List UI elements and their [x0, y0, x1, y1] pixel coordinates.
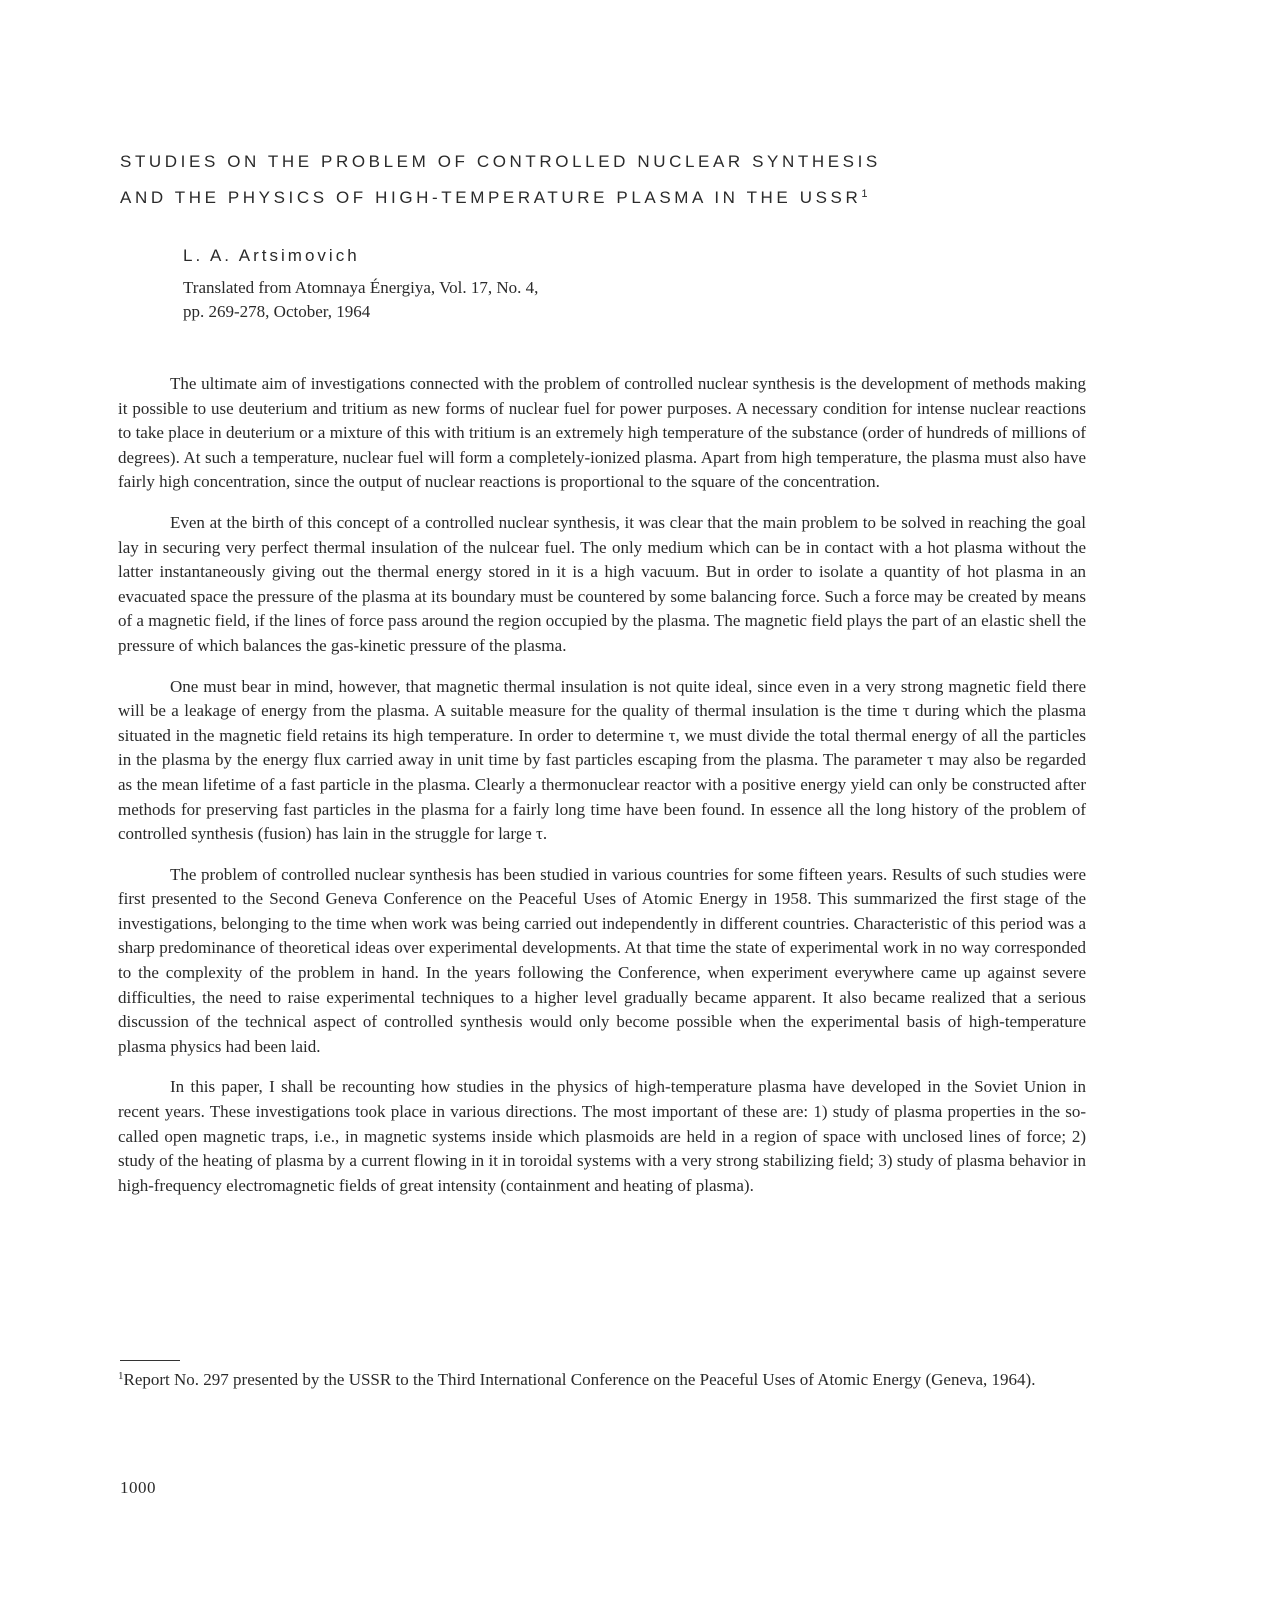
paragraph: The problem of controlled nuclear synthesis has been studied in various countries for some fifteen years. Results of such studies were first presented to the Second Geneva Conference on the Peaceful Uses of Atomic Energy in 1958. This summarized the first stage of the investigations, belonging to the time when work was being carried out independently in different countries. Characteristic of this period was a sharp predominance of theoretical ideas over experimental developments. At that time the state of experimental work in no way corresponded to the complexity of the problem in hand. In the years following the Conference, when experiment everywhere came up against severe difficulties, the need to raise experimental techniques to a higher level gradually became apparent. It also became realized that a serious discussion of the technical aspect of controlled synthesis would only become possible when the experimental basis of high-temperature plasma physics had been laid.: [118, 864, 1086, 1056]
translation-line-2: pp. 269-278, October, 1964: [183, 302, 371, 321]
paragraph: The ultimate aim of investigations connected with the problem of controlled nuclear synthesis is the development of methods making it possible to use deuterium and tritium as new forms of nuclear fuel for power purposes. A necessary condition for intense nuclear reactions to take place in deuterium or a mixture of this with tritium is an extremely high temperature of the substance (order of hundreds of millions of degrees). At such a temperature, nuclear fuel will form a completely-ionized plasma. Apart from high temperature, the plasma must also have fairly high concentration, since the output of nuclear reactions is proportional to the square of the concentration.: [118, 374, 1086, 492]
footnote: [118, 1364, 1078, 1393]
footnote-divider: [120, 1360, 180, 1361]
footnote-mark: 1: [118, 1370, 124, 1382]
article-body: [118, 372, 1086, 1214]
title-line-1-text: STUDIES ON THE PROBLEM OF CONTROLLED NUCLEAR SYNTHESIS: [120, 152, 881, 171]
author-name: L. A. Artsimovich: [183, 246, 360, 265]
page-number: 1000: [120, 1478, 156, 1497]
title-line-2: [120, 188, 867, 208]
title-line-2-text: AND THE PHYSICS OF HIGH-TEMPERATURE PLASMA IN THE USSR: [120, 188, 862, 207]
paragraph: In this paper, I shall be recounting how studies in the physics of high-temperature plasma have developed in the Soviet Union in recent years. These investigations took place in various directions. The most important of these are: 1) study of plasma properties in the so-called open magnetic traps, i.e., in magnetic systems inside which plasmoids are held in a region of space with unclosed lines of force; 2) study of the heating of plasma by a current flowing in it in toroidal systems with a very strong stabilizing field; 3) study of plasma behavior in high-frequency electromagnetic fields of great intensity (containment and heating of plasma).: [118, 1077, 1086, 1195]
title-footnote-mark: 1: [861, 188, 868, 200]
title-line-1: [120, 152, 881, 172]
paragraph: One must bear in mind, however, that magnetic thermal insulation is not quite ideal, since even in a very strong magnetic field there will be a leakage of energy from the plasma. A suitable measure for the quality of thermal insulation is the time τ during which the plasma situated in the magnetic field retains its high temperature. In order to determine τ, we must divide the total thermal energy of all the particles in the plasma by the energy flux carried away in unit time by fast particles escaping from the plasma. The parameter τ may also be regarded as the mean lifetime of a fast particle in the plasma. Clearly a thermonuclear reactor with a positive energy yield can only be constructed after methods for preserving fast particles in the plasma for a fairly long time have been found. In essence all the long history of the problem of controlled synthesis (fusion) has lain in the struggle for large τ.: [118, 676, 1086, 844]
translation-line-1: Translated from Atomnaya Énergiya, Vol. 17, No. 4,: [183, 278, 539, 297]
paragraph: Even at the birth of this concept of a controlled nuclear synthesis, it was clear that the main problem to be solved in reaching the goal lay in securing very perfect thermal insulation of the nulcear fuel. The only medium which can be in contact with a hot plasma without the latter instantaneously giving out the thermal energy stored in it is a high vacuum. But in order to isolate a quantity of hot plasma in an evacuated space the pressure of the plasma at its boundary must be countered by some balancing force. Such a force may be created by means of a magnetic field, if the lines of force pass around the region occupied by the plasma. The magnetic field plays the part of an elastic shell the pressure of which balances the gas-kinetic pressure of the plasma.: [118, 512, 1086, 655]
footnote-text: Report No. 297 presented by the USSR to the Third International Conference on the Peaceful Uses of Atomic Energy (Geneva, 1964).: [123, 1370, 1036, 1389]
translation-note: [183, 276, 783, 324]
